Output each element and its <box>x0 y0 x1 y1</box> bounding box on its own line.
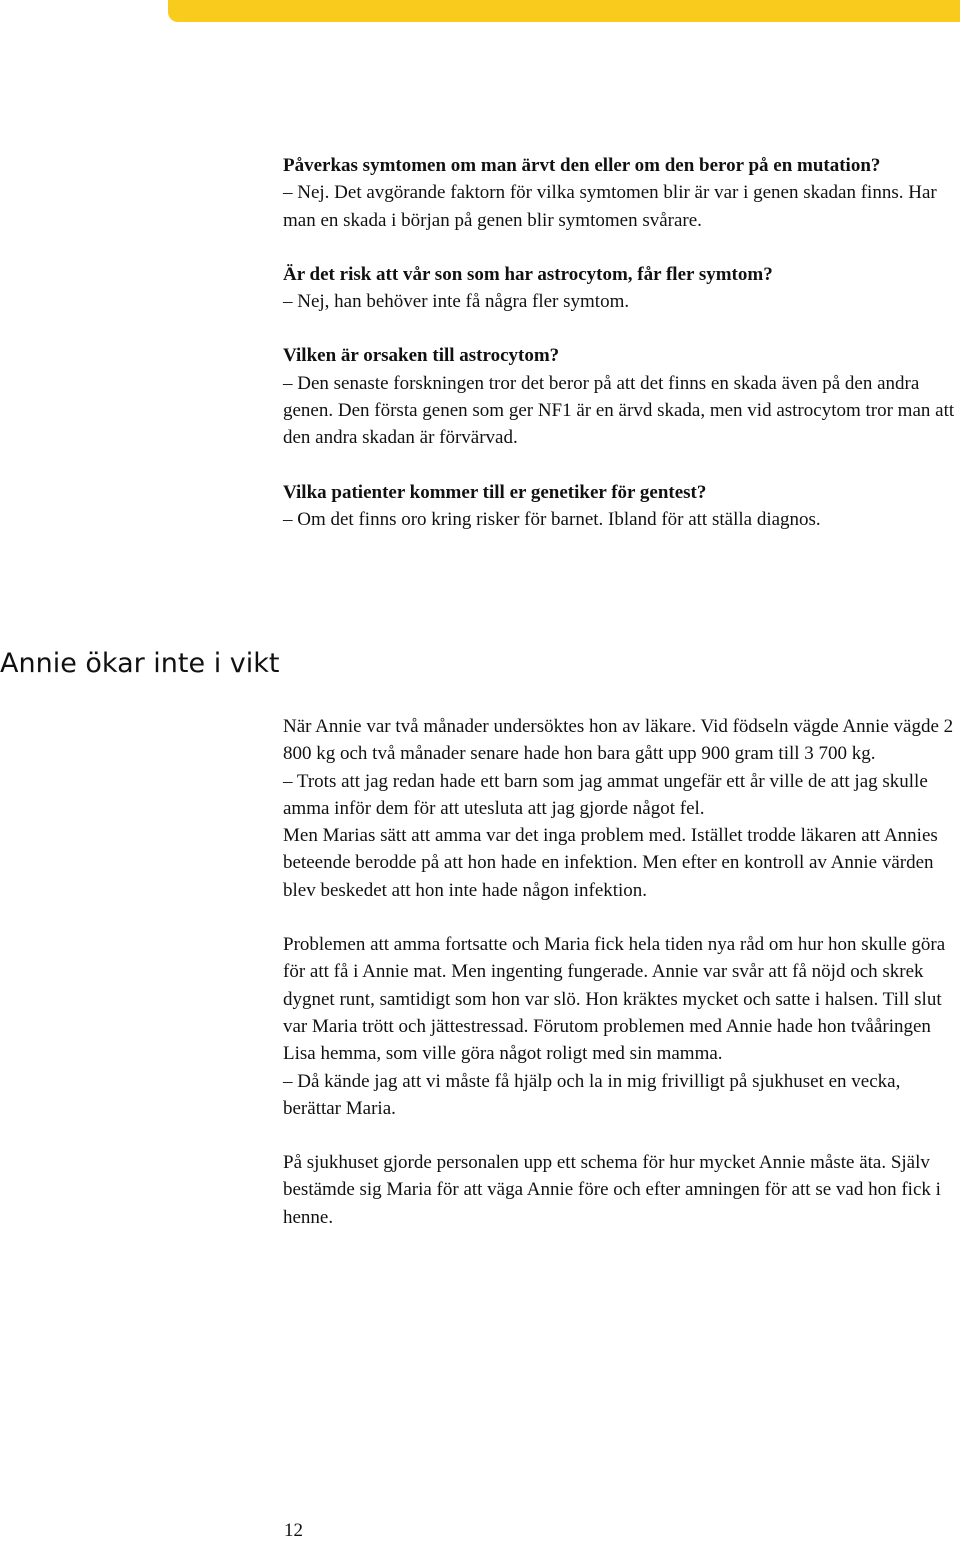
page-number: 12 <box>284 1520 303 1541</box>
faq-answer: – Den senaste forskningen tror det beror på att det finns en skada även på den andra genen. Den första genen som ger NF1 är en ärvd skada, men vid astrocytom tror man att den andra skadan är förvärvad. <box>283 372 955 449</box>
paragraph: – Då kände jag att vi måste få hjälp och la in mig frivilligt på sjukhuset en vecka, berättar Maria. <box>283 1070 901 1119</box>
article-body <box>283 713 955 1231</box>
paragraph: Men Marias sätt att amma var det inga problem med. Istället trodde läkaren att Annies beteende berodde på att hon hade en infektion. Men efter en kontroll av Annie värden blev beskedet att hon inte hade någon infektion. <box>283 825 938 901</box>
faq-item <box>283 261 955 316</box>
faq-answer: – Om det finns oro kring risker för barnet. Ibland för att ställa diagnos. <box>283 508 821 530</box>
faq-section <box>283 152 955 533</box>
faq-question: Är det risk att vår son som har astrocytom, får fler symtom? <box>283 263 773 285</box>
paragraph: – Trots att jag redan hade ett barn som jag ammat ungefär ett år ville de att jag skulle amma inför dem för att utesluta att jag gjorde något fel. <box>283 770 928 819</box>
faq-answer: – Nej. Det avgörande faktorn för vilka symtomen blir är var i genen skadan finns. Har man en skada i början på genen blir symtomen svårare. <box>283 182 937 231</box>
faq-item <box>283 479 955 534</box>
header-accent-bar <box>168 0 960 22</box>
paragraph: Problemen att amma fortsatte och Maria fick hela tiden nya råd om hur hon skulle göra för att få i Annie mat. Men ingenting fungerade. Annie var svår att få nöjd och skrek dygnet runt, samtidigt som hon var slö. Hon kräktes mycket och satte i halsen. Till slut var Maria trött och jättestressad. Förutom problemen med Annie hade hon tvååringen Lisa hemma, som ville göra något roligt med sin mamma. <box>283 934 946 1065</box>
paragraph: På sjukhuset gjorde personalen upp ett schema för hur mycket Annie måste äta. Själv bestämde sig Maria för att väga Annie före och efter amningen för att se vad hon fick i henne. <box>283 1152 941 1228</box>
faq-question: Vilken är orsaken till astrocytom? <box>283 345 560 367</box>
faq-answer: – Nej, han behöver inte få några fler symtom. <box>283 291 630 313</box>
faq-question: Påverkas symtomen om man ärvt den eller om den beror på en mutation? <box>283 155 881 176</box>
faq-question: Vilka patienter kommer till er genetiker för gentest? <box>283 481 707 503</box>
paragraph: När Annie var två månader undersöktes hon av läkare. Vid födseln vägde Annie vägde 2 800 kg och två månader senare hade hon bara gått upp 900 gram till 3 700 kg. <box>283 716 954 765</box>
faq-item <box>283 152 955 234</box>
faq-item <box>283 342 955 451</box>
section-heading: Annie ökar inte i vikt <box>0 648 280 679</box>
